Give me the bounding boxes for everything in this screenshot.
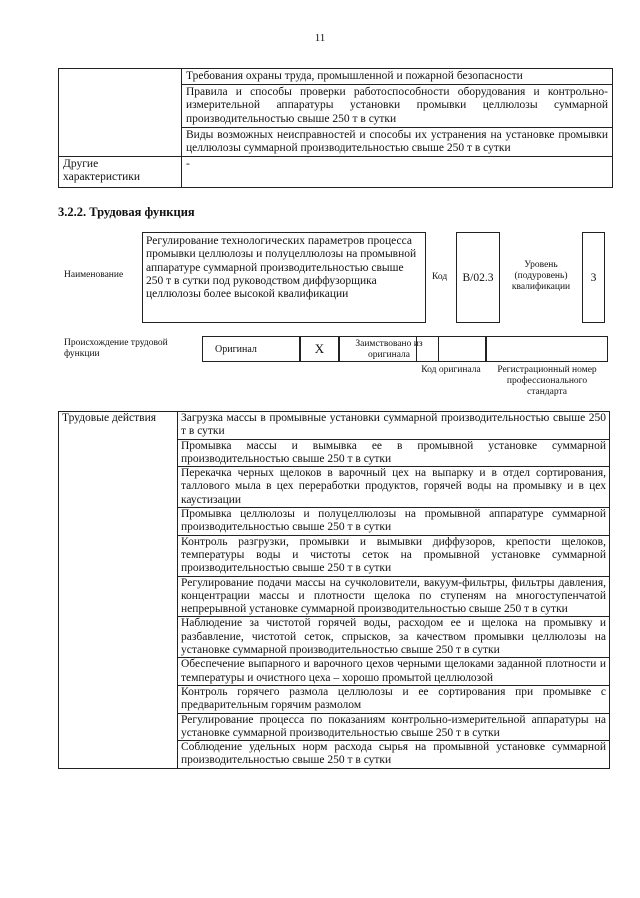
knowledge-row: Требования охраны труда, промышленной и пожарной безопасности [182, 69, 613, 85]
page-number: 11 [314, 32, 326, 44]
other-characteristics-label: Другие характеристики [59, 157, 182, 188]
knowledge-label-cell [59, 69, 182, 157]
origin-row [58, 336, 618, 406]
function-header [58, 232, 618, 324]
qualification-level-label: Уровень (подуровень) квалификации [511, 260, 571, 292]
original-code-caption: Код оригинала [421, 365, 481, 375]
labour-action-item: Наблюдение за чистотой горячей воды, расходом ее и щелока на промывку и разбавление, чистотой сеток, спрысков, за качеством промывки целлюлозы на установке суммарной производительностью свыше 250 т в сутки [178, 617, 610, 658]
section-title: 3.2.2. Трудовая функция [58, 205, 195, 219]
original-label: Оригинал [215, 344, 257, 355]
knowledge-table [58, 68, 613, 188]
labour-actions-table [58, 411, 610, 769]
registration-number-cell [486, 336, 608, 362]
function-name-box: Регулирование технологических параметров процесса промывки целлюлозы и полуцеллюлозы на промывной аппаратуре суммарной производительностью свыше 250 т в сутки под руководством диффузорщика целлюлозы более высокой квалификации [142, 232, 426, 323]
borrowed-label: Заимствовано из оригинала [355, 339, 423, 360]
labour-action-item: Регулирование подачи массы на сучколовители, вакуум-фильтры, фильтры давления, концентрации массы и плотности щелока по ступеням на многоступенчатой непрерывной установке суммарной производительностью свыше 250 т в сутки [178, 576, 610, 617]
origin-label: Происхождение трудовой функции [64, 338, 168, 359]
original-mark: X [314, 341, 325, 356]
labour-action-item: Контроль разгрузки, промывки и вымывки диффузоров, крепости щелоков, температуры воды и чистоты сеток на промывной установке суммарной производительностью свыше 250 т в сутки [178, 535, 610, 576]
labour-action-item: Промывка массы и вымывка ее в промывной установке суммарной производительностью свыше 250 т в сутки [178, 439, 610, 467]
labour-action-item: Перекачка черных щелоков в варочный цех на выпарку и в отдел сортирования, таллового мыла в цех переработки продуктов, горячей воды на промывку и в цех каустизации [178, 467, 610, 508]
code-label: Код [432, 272, 448, 282]
other-characteristics-value: - [182, 157, 613, 188]
original-cell [202, 336, 300, 362]
knowledge-row: Виды возможных неисправностей и способы их устранения на установке промывки целлюлозы суммарной производительностью свыше 250 т в сутки [182, 127, 613, 156]
qualification-level-box: 3 [582, 232, 605, 323]
original-code-cell [416, 336, 486, 362]
labour-action-item: Контроль горячего размола целлюлозы и ее сортирования при промывке с предварительным горячим размолом [178, 685, 610, 713]
original-mark-cell [300, 336, 339, 362]
labour-action-item: Промывка целлюлозы и полуцеллюлозы на промывной аппаратуре суммарной производительностью свыше 250 т в сутки [178, 508, 610, 536]
function-code-box: B/02.3 [456, 232, 500, 323]
labour-action-item: Соблюдение удельных норм расхода сырья на промывной установке суммарной производительностью свыше 250 т в сутки [178, 741, 610, 769]
registration-number-caption: Регистрационный номер профессионального стандарта [497, 365, 597, 397]
knowledge-row: Правила и способы проверки работоспособности оборудования и контрольно-измерительной аппаратуры установки промывки целлюлозы суммарной производительностью свыше 250 т в сутки [182, 85, 613, 128]
labour-action-item: Обеспечение выпарного и варочного цехов черными щелоками заданной плотности и температуры и очистного цеха – хорошо промытой целлюлозой [178, 658, 610, 686]
name-label: Наименование [64, 270, 124, 280]
labour-action-item: Загрузка массы в промывные установки суммарной производительностью свыше 250 т в сутки [178, 412, 610, 440]
labour-action-item: Регулирование процесса по показаниям контрольно-измерительной аппаратуры на установке суммарной производительностью свыше 250 т в сутки [178, 713, 610, 741]
labour-actions-label: Трудовые действия [59, 412, 178, 769]
